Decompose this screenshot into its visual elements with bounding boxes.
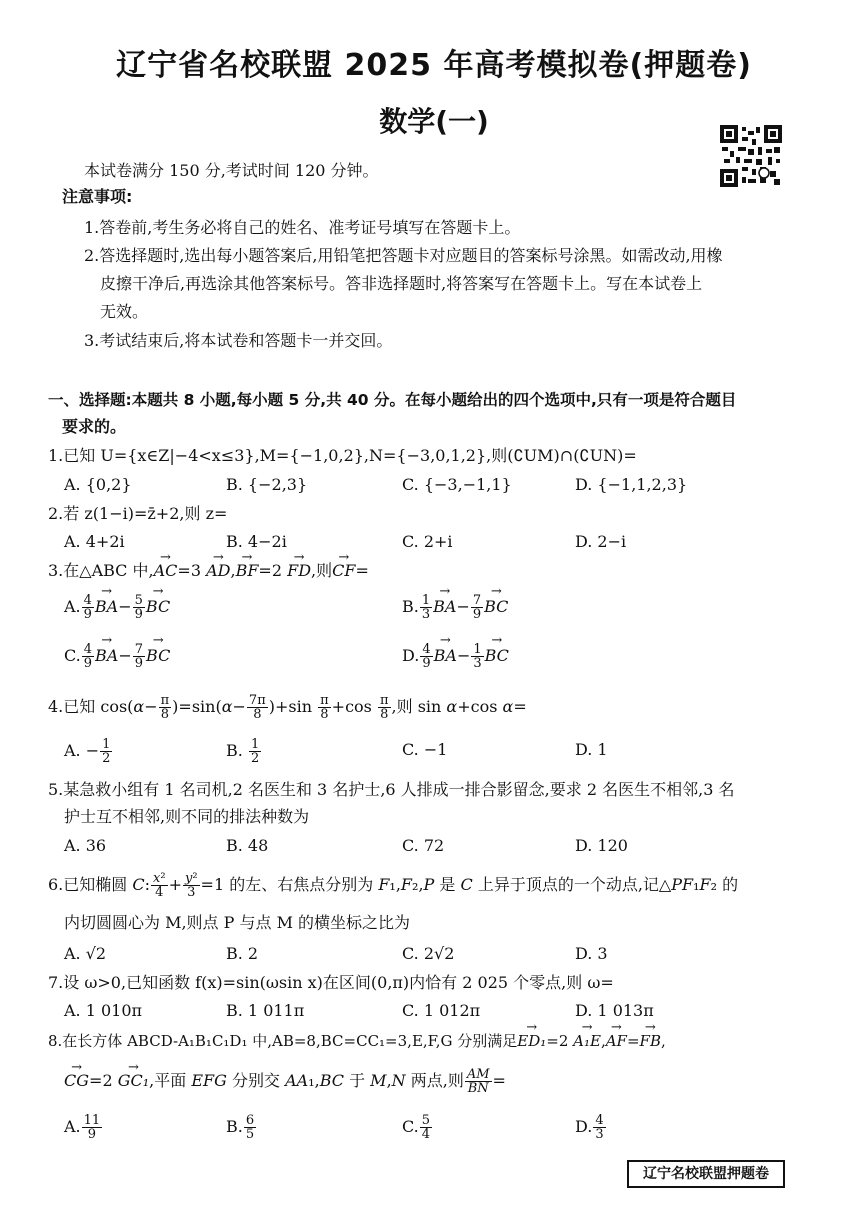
question-stem: 7.设 ω>0,已知函数 f(x)=sin(ωsin x)在区间(0,π)内恰有 2 025 个零点,则 ω= <box>48 973 614 992</box>
option-b: B. 1 011π <box>226 1001 305 1020</box>
option-b: B. $\frac{1}{2}$ <box>226 737 260 766</box>
option-d: D. $\frac{4}{3}$ <box>575 1113 604 1142</box>
question-stem: 2.若 z(1−i)=z̄+2,则 z= <box>48 504 228 523</box>
option-c: C. 2√2 <box>402 944 455 963</box>
option-d: D. 2−i <box>575 532 627 551</box>
option-b: B. 4−2i <box>226 532 287 551</box>
question-stem: 3.在△ABC 中,→ AC=3 → AD,→ BF=2 → FD,则→ CF= <box>48 560 369 582</box>
option-c: C. −1 <box>402 740 448 759</box>
option-a: A. 36 <box>64 836 107 855</box>
qr-code-icon <box>720 125 782 187</box>
option-a: A. $\frac{4}{9}$ → BA− $\frac{5}{9}$ → BC <box>64 594 170 621</box>
option-c: C. $\frac{4}{9}$ → BA− $\frac{7}{9}$ → BC <box>64 643 170 670</box>
question-stem: 5.某急救小组有 1 名司机,2 名医生和 3 名护士,6 人排成一排合影留念,要求 2 名医生不相邻,3 名 <box>48 780 735 799</box>
question-stem: 8.在长方体 ABCD-A₁B₁C₁D₁ 中,AB=8,BC=CC₁=3,E,F,G 分别满足→ ED₁=2 → A₁E,→ AF=→ FB, <box>48 1030 666 1052</box>
option-b: B. $\frac{1}{3}$ → BA− $\frac{7}{9}$ → BC <box>402 594 508 621</box>
option-c: C. 72 <box>402 836 445 855</box>
option-c: C. $\frac{5}{4}$ <box>402 1113 431 1142</box>
option-b: B. $\frac{6}{5}$ <box>226 1113 255 1142</box>
option-b: B. 48 <box>226 836 269 855</box>
page-title: 辽宁省名校联盟 2025 年高考模拟卷(押题卷) <box>116 48 752 83</box>
option-a: A. 1 010π <box>64 1001 143 1020</box>
option-a: A. {0,2} <box>64 475 132 494</box>
question-stem: 6.已知椭圆 C: $\frac{\text{x²}}{4}$ + $\frac{\text{y²}}{3}$ =1 的左、右焦点分别为 F₁,F₂,P 是 C 上异于顶点的一个动点,记△PF₁F₂ 的 <box>48 871 739 900</box>
option-c: C. 2+i <box>402 532 453 551</box>
exam-intro: 本试卷满分 150 分,考试时间 120 分钟。 <box>84 161 379 180</box>
notice-item: 1.答卷前,考生务必将自己的姓名、准考证号填写在答题卡上。 <box>84 218 521 237</box>
option-a: A. − $\frac{1}{2}$ <box>64 737 111 766</box>
page-subtitle: 数学(一) <box>379 105 489 138</box>
notice-item: 无效。 <box>100 302 149 321</box>
option-a: A. $\frac{11}{9}$ <box>64 1113 101 1142</box>
option-b: B. {−2,3} <box>226 475 308 494</box>
section-heading: 一、选择题:本题共 8 小题,每小题 5 分,共 40 分。在每小题给出的四个选项中,只有一项是符合题目 <box>48 391 737 409</box>
option-d: D. 120 <box>575 836 628 855</box>
question-stem: → CG=2 → GC₁,平面 EFG 分别交 AA₁,BC 于 M,N 两点,则 $\frac{AM}{BN}$ = <box>64 1068 506 1095</box>
option-d: D. $\frac{4}{9}$ → BA− $\frac{1}{3}$ → BC <box>402 643 509 670</box>
option-d: D. {−1,1,2,3} <box>575 475 688 494</box>
footer-label: 辽宁名校联盟押题卷 <box>627 1160 785 1188</box>
option-a: A. 4+2i <box>64 532 125 551</box>
notice-item: 皮擦干净后,再选涂其他答案标号。答非选择题时,将答案写在答题卡上。写在本试卷上 <box>100 274 703 293</box>
notice-item: 3.考试结束后,将本试卷和答题卡一并交回。 <box>84 331 393 350</box>
option-c: C. {−3,−1,1} <box>402 475 512 494</box>
option-a: A. √2 <box>64 944 107 963</box>
question-stem: 内切圆圆心为 M,则点 P 与点 M 的横坐标之比为 <box>64 913 411 932</box>
option-d: D. 3 <box>575 944 608 963</box>
section-heading: 要求的。 <box>62 417 127 436</box>
option-b: B. 2 <box>226 944 259 963</box>
option-d: D. 1 <box>575 740 608 759</box>
question-stem: 护士互不相邻,则不同的排法种数为 <box>64 807 310 826</box>
option-c: C. 1 012π <box>402 1001 481 1020</box>
notice-item: 2.答选择题时,选出每小题答案后,用铅笔把答题卡对应题目的答案标号涂黑。如需改动,用橡 <box>84 246 723 265</box>
option-d: D. 1 013π <box>575 1001 654 1020</box>
notice-heading: 注意事项: <box>62 187 133 206</box>
question-stem: 4.已知 cos(α− $\frac{\pi}{8}$ )=sin(α− $\frac{7\pi}{8}$ )+sin $\frac{\pi}{8}$ +cos $\frac{\pi}{8}$ ,则 sin α+cos α= <box>48 693 527 722</box>
question-stem: 1.已知 U={x∈Z|−4<x≤3},M={−1,0,2},N={−3,0,1,2},则(∁UM)∩(∁UN)= <box>48 446 637 465</box>
